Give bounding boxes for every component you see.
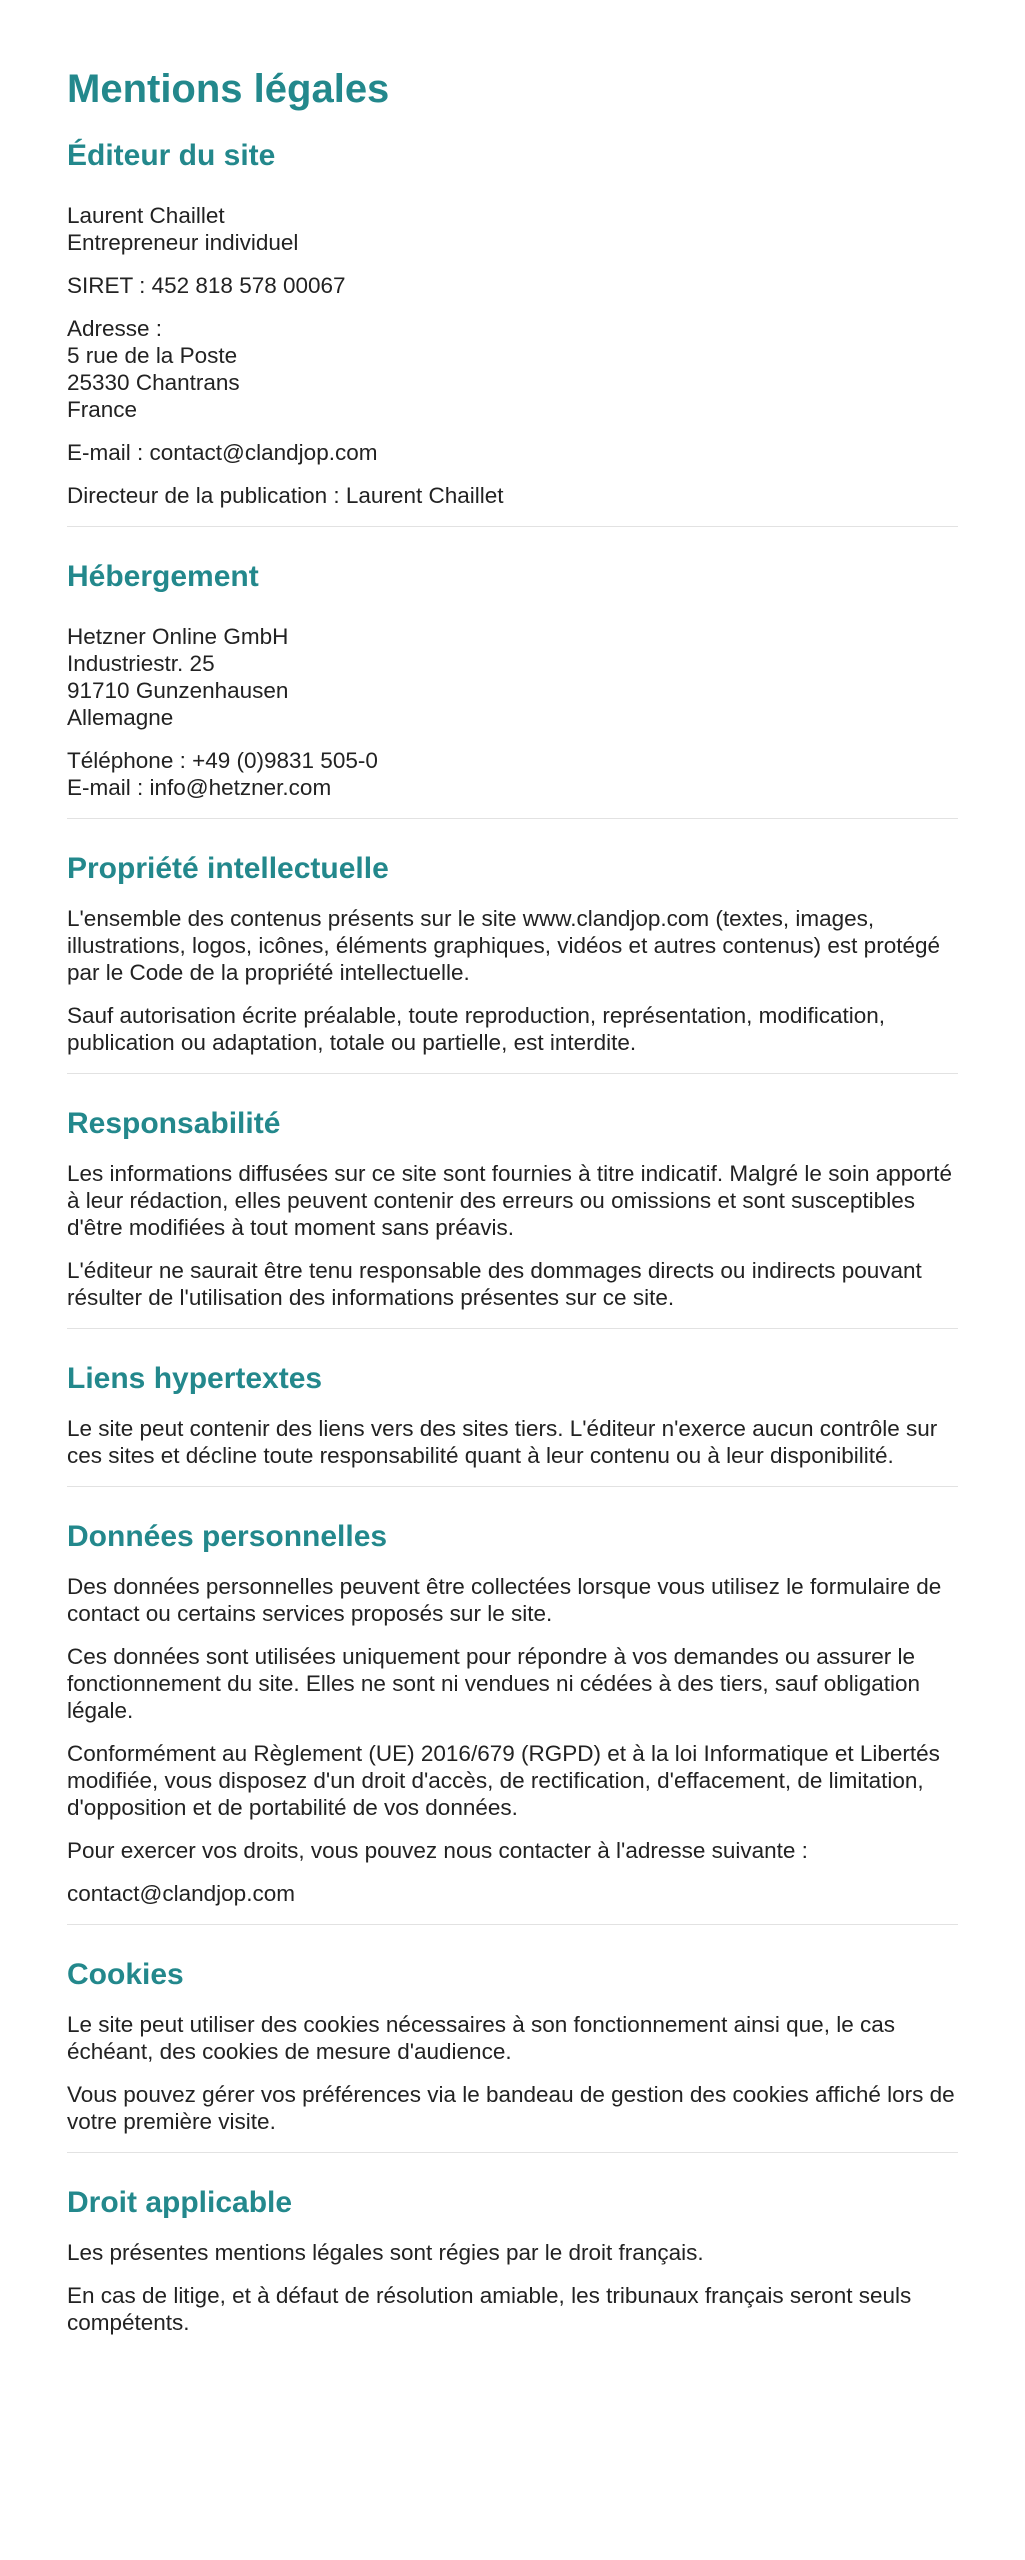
contact-email: contact@clandjop.com xyxy=(67,1881,295,1906)
page-title: Mentions légales xyxy=(67,67,390,111)
section-droit xyxy=(67,2185,958,2336)
section-liens xyxy=(67,1361,958,1469)
section-heading-liens: Liens hypertextes xyxy=(67,1362,323,1395)
section-heading-cookies: Cookies xyxy=(67,1958,184,1991)
editeur-address-line: France xyxy=(67,397,138,422)
section-divider xyxy=(67,1073,958,1074)
section-heading-donnees: Données personnelles xyxy=(67,1520,388,1553)
editeur-address-line: Adresse : xyxy=(67,316,163,341)
section-divider xyxy=(67,1328,958,1329)
section-heading-editeur: Éditeur du site xyxy=(67,139,276,172)
hebergeur-address xyxy=(67,623,958,731)
hebergeur-contact xyxy=(67,747,958,801)
editeur-siret: SIRET : 452 818 578 00067 xyxy=(67,273,346,298)
section-editeur xyxy=(67,138,958,509)
section-paragraph: Ces données sont utilisées uniquement pour répondre à vos demandes ou assurer le fonctionnement du site. Elles ne sont ni vendues ni cédées à des tiers, sauf obligation légale. xyxy=(67,1644,921,1723)
hebergeur-address-line: Allemagne xyxy=(67,705,174,730)
editeur-status-line: Entrepreneur individuel xyxy=(67,230,299,255)
hebergeur-address-line: 91710 Gunzenhausen xyxy=(67,678,289,703)
section-divider xyxy=(67,2152,958,2153)
editeur-address-line: 25330 Chantrans xyxy=(67,370,240,395)
section-paragraph: Pour exercer vos droits, vous pouvez nous contacter à l'adresse suivante : xyxy=(67,1838,808,1863)
section-propriete xyxy=(67,851,958,1056)
hebergeur-email: E-mail : info@hetzner.com xyxy=(67,775,332,800)
section-paragraph: L'éditeur ne saurait être tenu responsable des dommages directs ou indirects pouvant résulter de l'utilisation des informations présentes sur ce site. xyxy=(67,1258,922,1310)
section-divider xyxy=(67,818,958,819)
section-heading-hebergement: Hébergement xyxy=(67,560,259,593)
section-paragraph: En cas de litige, et à défaut de résolution amiable, les tribunaux français seront seuls compétents. xyxy=(67,2283,912,2335)
hebergeur-address-line: Hetzner Online GmbH xyxy=(67,624,289,649)
section-heading-droit: Droit applicable xyxy=(67,2186,293,2219)
section-paragraph: L'ensemble des contenus présents sur le site www.clandjop.com (textes, images, illustrations, logos, icônes, éléments graphiques, vidéos et autres contenus) est protégé par le Code de la propriété intellectuelle. xyxy=(67,906,940,985)
editeur-name xyxy=(67,202,958,256)
section-divider xyxy=(67,1486,958,1487)
section-paragraph: Des données personnelles peuvent être collectées lorsque vous utilisez le formulaire de contact ou certains services proposés sur le site. xyxy=(67,1574,942,1626)
editeur-name-line: Laurent Chaillet xyxy=(67,203,225,228)
hebergeur-phone: Téléphone : +49 (0)9831 505-0 xyxy=(67,748,378,773)
hebergeur-address-line: Industriestr. 25 xyxy=(67,651,215,676)
section-heading-responsabilite: Responsabilité xyxy=(67,1107,281,1140)
section-paragraph: Vous pouvez gérer vos préférences via le bandeau de gestion des cookies affiché lors de votre première visite. xyxy=(67,2082,955,2134)
section-paragraph: Conformément au Règlement (UE) 2016/679 (RGPD) et à la loi Informatique et Libertés modifiée, vous disposez d'un droit d'accès, de rectification, d'effacement, de limitation, d'opposition et de portabilité de vos données. xyxy=(67,1741,940,1820)
section-paragraph: Le site peut contenir des liens vers des sites tiers. L'éditeur n'exerce aucun contrôle sur ces sites et décline toute responsabilité quant à leur contenu ou à leur disponibilité. xyxy=(67,1416,938,1468)
section-donnees xyxy=(67,1519,958,1907)
editeur-email: E-mail : contact@clandjop.com xyxy=(67,440,378,465)
section-cookies xyxy=(67,1957,958,2135)
section-divider xyxy=(67,1924,958,1925)
editeur-address xyxy=(67,315,958,423)
section-paragraph: Les informations diffusées sur ce site sont fournies à titre indicatif. Malgré le soin apporté à leur rédaction, elles peuvent contenir des erreurs ou omissions et sont susceptibles d'être modifiées à tout moment sans préavis. xyxy=(67,1161,953,1240)
section-divider xyxy=(67,526,958,527)
editeur-directeur: Directeur de la publication : Laurent Chaillet xyxy=(67,483,504,508)
section-paragraph: Sauf autorisation écrite préalable, toute reproduction, représentation, modification, publication ou adaptation, totale ou partielle, est interdite. xyxy=(67,1003,885,1055)
section-hebergement xyxy=(67,559,958,801)
section-responsabilite xyxy=(67,1106,958,1311)
editeur-address-line: 5 rue de la Poste xyxy=(67,343,238,368)
section-paragraph: Le site peut utiliser des cookies nécessaires à son fonctionnement ainsi que, le cas échéant, des cookies de mesure d'audience. xyxy=(67,2012,895,2064)
section-paragraph: Les présentes mentions légales sont régies par le droit français. xyxy=(67,2240,704,2265)
section-heading-propriete: Propriété intellectuelle xyxy=(67,852,389,885)
